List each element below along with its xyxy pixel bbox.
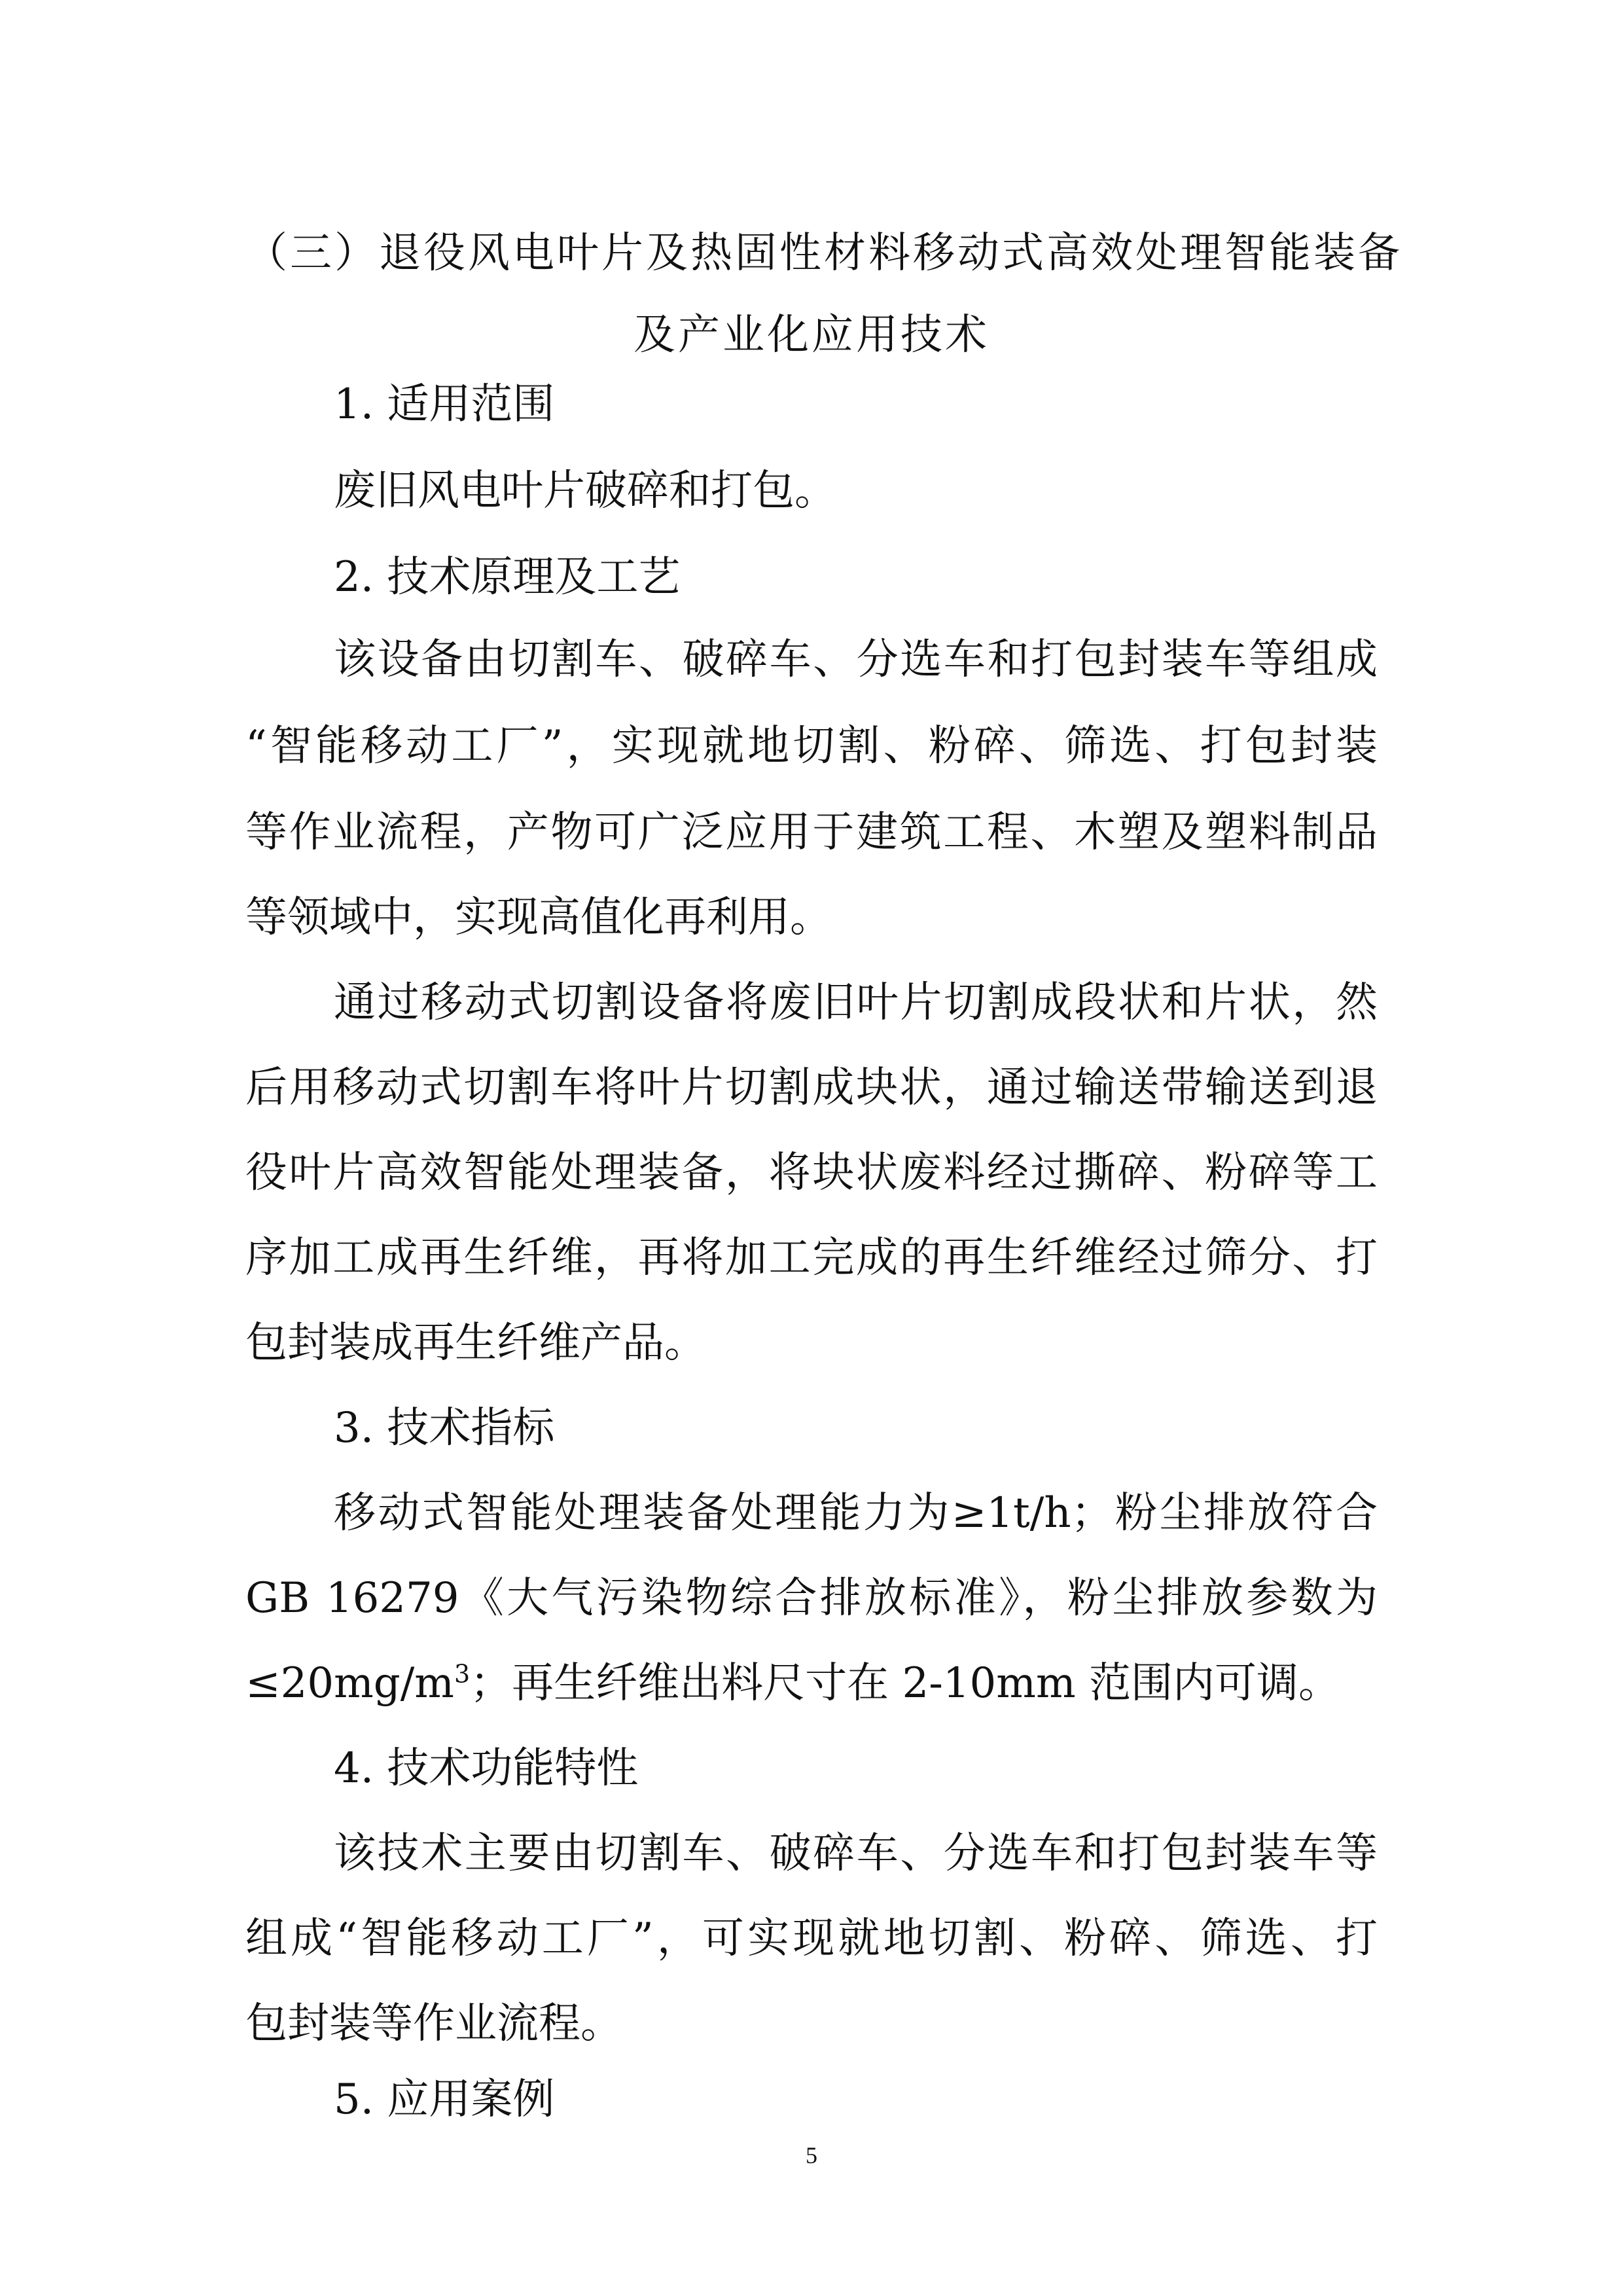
title-line-2: 及产业化应用技术 xyxy=(633,311,990,359)
section-2-p2-line-1: 通过移动式切割设备将废旧叶片切割成段状和片状，然 xyxy=(334,978,1378,1027)
section-1-text: 废旧风电叶片破碎和打包。 xyxy=(334,467,836,515)
section-2-heading: 2. 技术原理及工艺 xyxy=(334,553,681,601)
section-2-p2-line-4: 序加工成再生纤维，再将加工完成的再生纤维经过筛分、打 xyxy=(245,1234,1378,1282)
superscript-3: 3 xyxy=(454,1659,471,1689)
section-1-heading: 1. 适用范围 xyxy=(334,380,555,429)
section-3-line-2: GB 16279《大气污染物综合排放标准》，粉尘排放参数为 xyxy=(245,1574,1378,1623)
section-5-heading: 5. 应用案例 xyxy=(334,2075,555,2124)
fiber-size-text: ；再生纤维出料尺寸在 2-10mm 范围内可调。 xyxy=(470,1659,1340,1708)
section-2-p1-line-3: 等作业流程，产物可广泛应用于建筑工程、木塑及塑料制品 xyxy=(245,808,1378,857)
section-4-heading: 4. 技术功能特性 xyxy=(334,1744,639,1793)
section-2-p1-line-2: “智能移动工厂”，实现就地切割、粉碎、筛选、打包封装 xyxy=(245,722,1378,770)
section-4-line-3: 包封装等作业流程。 xyxy=(245,2000,622,2048)
section-2-p2-line-5: 包封装成再生纤维产品。 xyxy=(245,1319,706,1367)
page-number: 5 xyxy=(806,2142,817,2168)
section-2-p2-line-3: 役叶片高效智能处理装备，将块状废料经过撕碎、粉碎等工 xyxy=(245,1149,1378,1197)
section-2-p1-line-4: 等领域中，实现高值化再利用。 xyxy=(245,893,832,942)
section-3-line-3 xyxy=(245,1657,1378,1710)
section-3-heading: 3. 技术指标 xyxy=(334,1404,555,1452)
section-4-line-1: 该技术主要由切割车、破碎车、分选车和打包封装车等 xyxy=(334,1829,1378,1878)
section-2-p2-line-2: 后用移动式切割车将叶片切割成块状，通过输送带输送到退 xyxy=(245,1064,1378,1112)
section-2-p1-line-1: 该设备由切割车、破碎车、分选车和打包封装车等组成 xyxy=(334,636,1378,684)
title-line-1: （三）退役风电叶片及热固性材料移动式高效处理智能装备 xyxy=(245,229,1402,278)
section-3-line-1: 移动式智能处理装备处理能力为≥1t/h；粉尘排放符合 xyxy=(334,1489,1378,1537)
dust-limit-value: ≤20mg/m xyxy=(245,1659,454,1708)
section-4-line-2: 组成“智能移动工厂”，可实现就地切割、粉碎、筛选、打 xyxy=(245,1914,1378,1963)
